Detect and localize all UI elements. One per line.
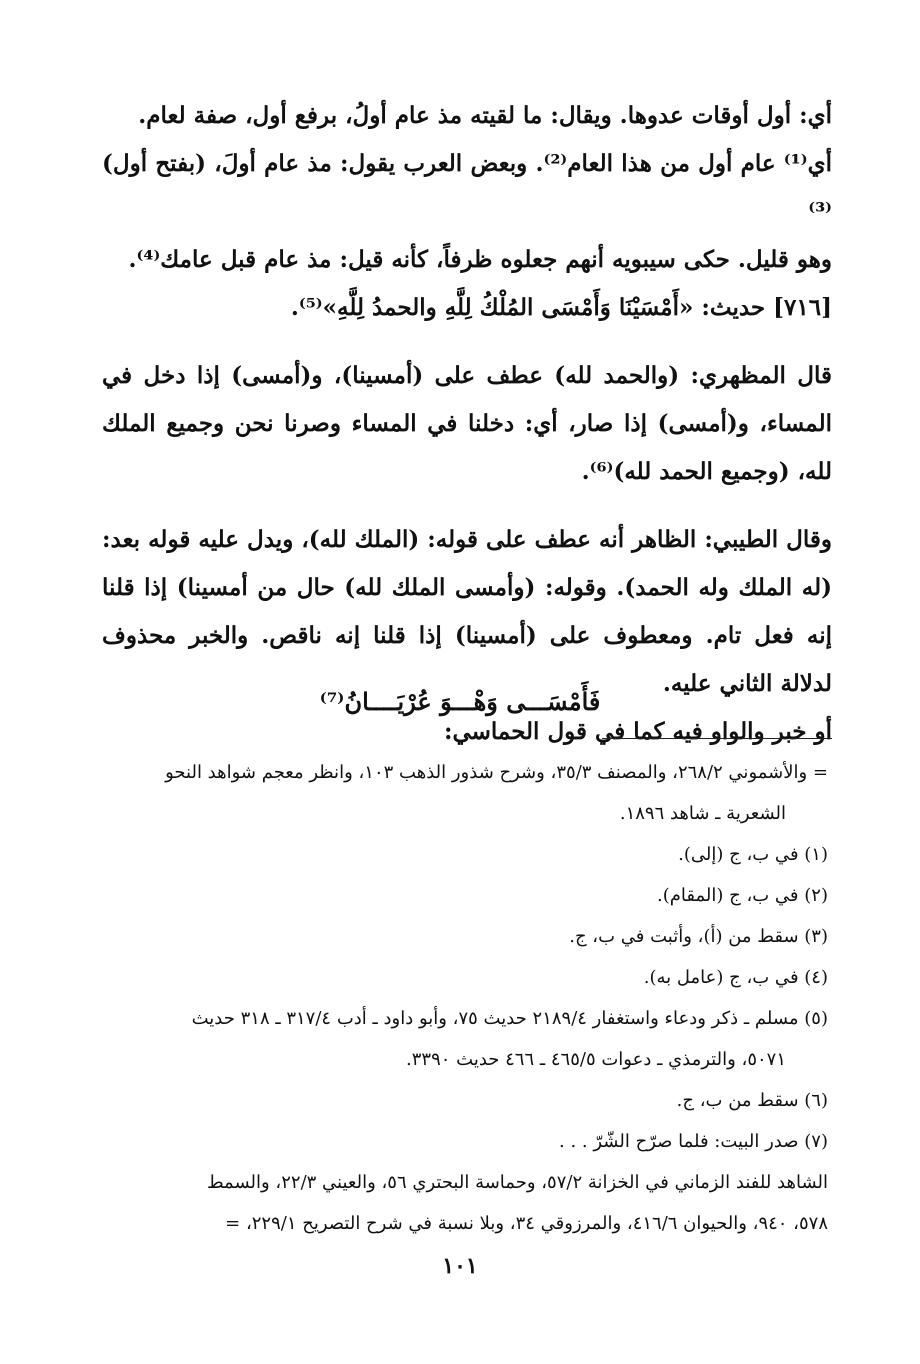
footnote-3: (٣) سقط من (أ)، وأثبت في ب، ج. (569, 926, 828, 947)
paragraph-mazhari: قال المظهري: (والحمد لله) عطف على (أمسينا)، و(أمسى) إذا دخل في المساء، و(أمسى) إذا صار، أي: دخلنا في المساء وصرنا نحن وجميع الملك لله، (وجميع الحمد لله)⁽⁶⁾. (102, 362, 832, 485)
footnote-2: (٢) في ب، ج (المقام). (657, 885, 828, 906)
footnote-7-source-continued: ٥٧٨، ٩٤٠، والحيوان ٤١٦/٦، والمرزوقي ٣٤، وبلا نسبة في شرح التصريح ٢٢٩/١، = (225, 1213, 828, 1234)
main-line-2: أي⁽¹⁾ عام أول من هذا العام⁽²⁾. وبعض العرب يقول: مذ عام أولَ، (بفتح أول)⁽³⁾ (102, 150, 832, 225)
footnote-4: (٤) في ب، ج (عامل به). (643, 967, 828, 988)
footnote-7-source: الشاهد للفند الزماني في الخزانة ٥٧/٢، وحماسة البحتري ٥٦، والعيني ٢٢/٣، والسمط (206, 1172, 828, 1193)
footnote-continuation-2: الشعرية ـ شاهد ١٨٩٦. (619, 803, 786, 824)
footnotes-block (102, 752, 828, 1244)
footnote-5-continued: ٥٠٧١، والترمذي ـ دعوات ٤٦٥/٥ ـ ٤٦٦ حديث ٣٣٩٠. (406, 1049, 786, 1070)
poetry-verse: فَأَمْسَـــى وَهْـــوَ عُرْيَــــانُ⁽⁷⁾ (319, 687, 601, 716)
footnote-5: (٥) مسلم ـ ذكر ودعاء واستغفار ٢١٨٩/٤ حديث ٧٥، وأبو داود ـ أدب ٣١٧/٤ ـ ٣١٨ حديث (191, 1008, 828, 1029)
footnote-7: (٧) صدر البيت: فلما صرّح الشّرّ . . . (559, 1131, 828, 1152)
main-line-1: أي: أول أوقات عدوها. ويقال: ما لقيته مذ عام أولُ، برفع أول، صفة لعام. (138, 102, 832, 129)
page-number: ١٠١ (442, 1253, 478, 1279)
paragraph-hamasi: أو خبر والواو فيه كما في قول الحماسي: (443, 718, 832, 745)
main-text-block (102, 92, 832, 756)
main-line-3: وهو قليل. حكى سيبويه أنهم جعلوه ظرفاً، كأنه قيل: مذ عام قبل عامك⁽⁴⁾. (128, 246, 832, 273)
hadith-heading: [٧١٦] حديث: «أَمْسَيْنَا وَأَمْسَى المُلْكُ لِلَّهِ والحمدُ لِلَّهِ»⁽⁵⁾. (290, 294, 832, 321)
footnote-continuation: = والأشموني ٢٦٨/٢، والمصنف ٣٥/٣، وشرح شذور الذهب ١٠٣، وانظر معجم شواهد النحو (165, 762, 828, 783)
footnote-6: (٦) سقط من ب، ج. (676, 1090, 828, 1111)
footnote-divider (602, 738, 832, 739)
footnote-1: (١) في ب، ج (إلى). (678, 844, 828, 865)
paragraph-tibi: وقال الطيبي: الظاهر أنه عطف على قوله: (الملك لله)، ويدل عليه قوله بعد: (له الملك وله الحمد). وقوله: (وأمسى الملك لله) حال من أمسينا) إذا قلنا إنه فعل تام. ومعطوف على (أمسينا) إذا قلنا إنه ناقص. والخبر محذوف لدلالة الثاني عليه. (102, 526, 832, 697)
